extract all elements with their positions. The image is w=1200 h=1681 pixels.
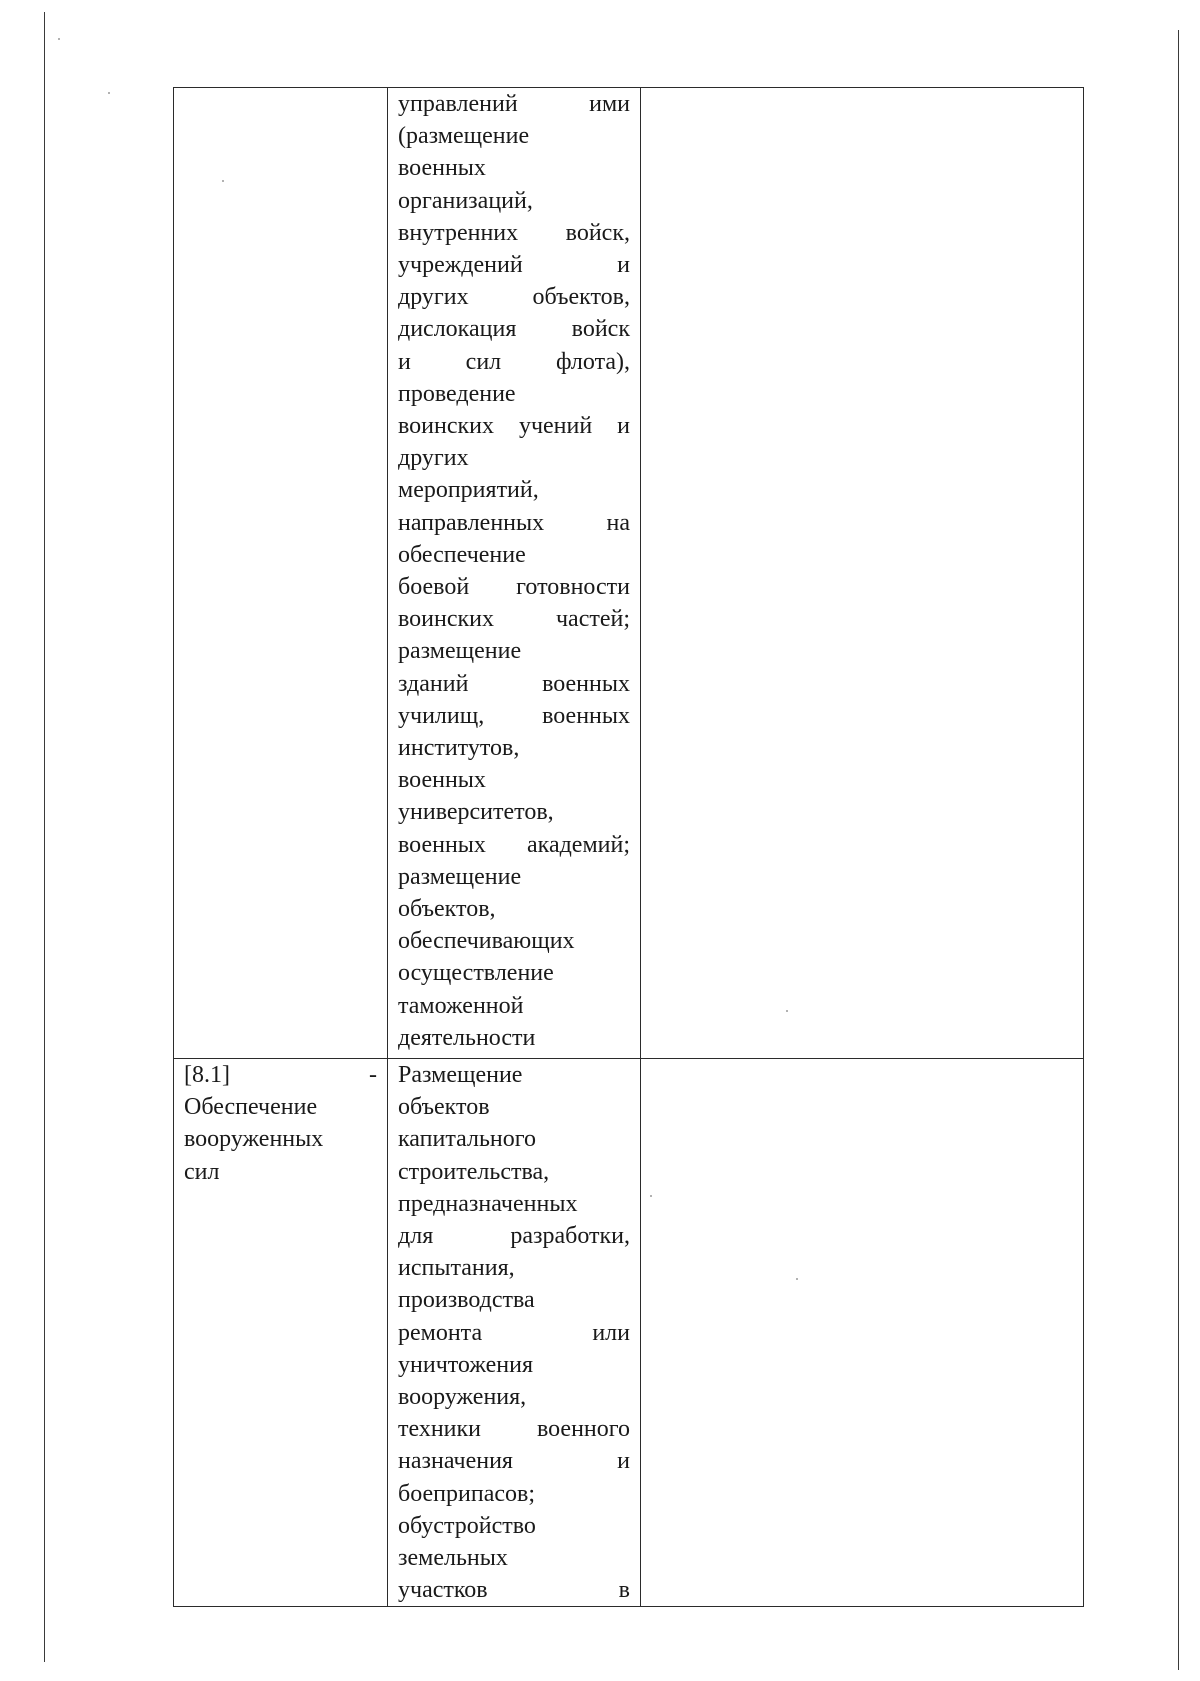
cell-row1-code: [174, 88, 388, 1059]
description-line: испытания,: [398, 1255, 515, 1282]
description-line: строительства,: [398, 1158, 550, 1185]
description-line: деятельности: [398, 1024, 536, 1051]
description-line: военных академий;: [398, 831, 630, 858]
description-line: боеприпасов;: [398, 1480, 535, 1507]
description-line: назначения и: [398, 1448, 630, 1475]
description-line: земельных: [398, 1545, 508, 1572]
description-line: других: [398, 445, 469, 472]
description-line: обеспечивающих: [398, 928, 575, 955]
scan-speck: [108, 92, 110, 94]
description-line: для разработки,: [398, 1223, 630, 1250]
description-line: воинских частей;: [398, 606, 630, 633]
use-name-line: сил: [184, 1158, 220, 1185]
use-code-line: [184, 1059, 377, 1091]
description-line: объектов,: [398, 896, 496, 923]
description-line: институтов,: [398, 735, 520, 762]
description-line: вооружения,: [398, 1384, 527, 1411]
description-text: [388, 88, 640, 1054]
description-line: участков в: [398, 1577, 630, 1604]
description-line: дислокация войск: [398, 316, 630, 343]
use-code: [8.1]: [184, 1062, 230, 1088]
description-line: организаций,: [398, 187, 533, 214]
description-line: направленных на: [398, 509, 630, 536]
description-line: внутренних войск,: [398, 219, 630, 246]
description-line: воинских учений и: [398, 413, 630, 440]
description-line: уничтожения: [398, 1351, 533, 1378]
description-line: обеспечение: [398, 541, 526, 568]
description-line: военных: [398, 767, 486, 794]
land-use-table: [173, 87, 1084, 1607]
description-line: осуществление: [398, 960, 554, 987]
use-code-dash: -: [369, 1062, 377, 1088]
description-line: техники военного: [398, 1416, 630, 1443]
description-line: (размещение: [398, 123, 530, 150]
page-right-edge: [1178, 30, 1179, 1670]
table-row: [174, 88, 1084, 1059]
description-line: зданий военных: [398, 670, 630, 697]
description-line: управлений ими: [398, 91, 630, 117]
cell-row1-notes: [641, 88, 1084, 1059]
description-line: и сил флота),: [398, 348, 630, 375]
description-line: таможенной: [398, 992, 524, 1019]
scan-speck: [58, 38, 60, 40]
description-line: других объектов,: [398, 284, 630, 311]
cell-row2-description: [388, 1059, 641, 1607]
description-line: производства: [398, 1287, 535, 1314]
cell-row2-code: [174, 1059, 388, 1607]
description-line: проведение: [398, 380, 516, 407]
description-line: предназначенных: [398, 1190, 578, 1217]
description-line: университетов,: [398, 799, 554, 826]
description-line: ремонта или: [398, 1319, 630, 1346]
description-line: капитального: [398, 1126, 536, 1153]
description-line: училищ, военных: [398, 702, 630, 729]
description-line: объектов: [398, 1094, 490, 1121]
description-line: военных: [398, 155, 486, 182]
description-line: размещение: [398, 863, 522, 890]
description-line: Размещение: [398, 1062, 523, 1088]
description-line: обустройство: [398, 1512, 536, 1539]
description-line: боевой готовности: [398, 574, 630, 601]
cell-row2-notes: [641, 1059, 1084, 1607]
cell-row1-description: [388, 88, 641, 1059]
description-text: [388, 1059, 640, 1606]
description-line: мероприятий,: [398, 477, 539, 504]
page-left-edge: [44, 12, 45, 1662]
description-line: учреждений и: [398, 252, 630, 279]
description-line: размещение: [398, 638, 522, 665]
use-name-line: Обеспечение: [184, 1094, 318, 1121]
table-row: [174, 1059, 1084, 1607]
use-name-line: вооруженных: [184, 1126, 324, 1153]
